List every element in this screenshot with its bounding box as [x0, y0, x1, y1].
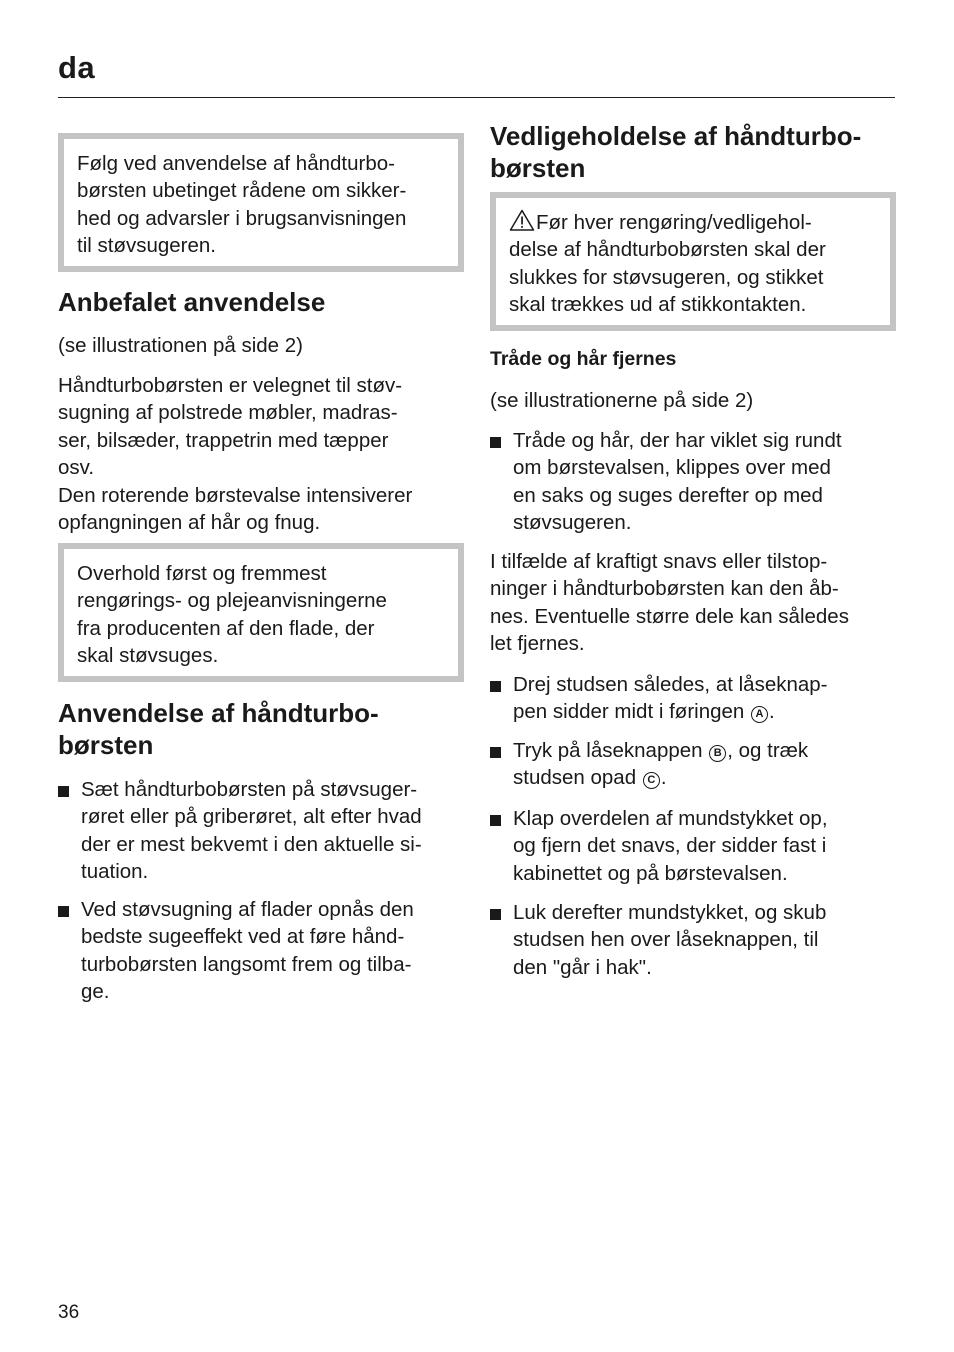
note-line: Følg ved anvendelse af håndturbo- — [77, 152, 395, 175]
list-item: Sæt håndturbobørsten på støvsuger- røret eller på griberøret, alt efter hvad der er mest bekvemt i den aktuelle si- tuation. — [58, 776, 464, 886]
safety-note-box — [58, 133, 464, 272]
header-rule — [58, 97, 895, 98]
bullet-square-icon — [490, 747, 501, 758]
marker-a-icon: A — [751, 706, 768, 723]
bullet-square-icon — [490, 815, 501, 826]
care-instructions-note-box: Overhold først og fremmest rengørings- og plejeanvisningerne fra producenten af den flade, der skal støvsuges. — [58, 543, 464, 682]
list-item: Drej studsen således, at låseknap- pen sidder midt i føringen A . — [490, 671, 896, 726]
recommended-use-paragraph: Håndturbobørsten er velegnet til støv- sugning af polstrede møbler, madras- ser, bilsæder, trappetrin med tæpper osv. Den roterende børstevalse intensiverer opfangningen af hår og fnug. — [58, 374, 413, 535]
section-heading-recommended-use: Anbefalet anvendelse — [58, 287, 326, 317]
subheading-remove-threads: Tråde og hår fjernes — [490, 348, 677, 370]
list-item: Ved støvsugning af flader opnås den bedste sugeeffekt ved at føre hånd- turbobørsten langsomt frem og tilba- ge. — [58, 896, 464, 1006]
heavy-dirt-paragraph: I tilfælde af kraftigt snavs eller tilstop- ninger i håndturbobørsten kan den åb- nes. Eventuelle større dele kan således let fjernes. — [490, 550, 849, 656]
bullet-square-icon — [58, 786, 69, 797]
bullet-square-icon — [490, 909, 501, 920]
warning-triangle-icon — [509, 209, 535, 231]
section-heading-maintenance: Vedligeholdelse af håndturbo- børsten — [490, 121, 862, 183]
list-item: Tråde og hår, der har viklet sig rundt om børstevalsen, klippes over med en saks og suges derefter op med støvsugeren. — [490, 427, 896, 537]
list-item: Tryk på låseknappen B , og træk studsen opad C . — [490, 737, 896, 792]
language-code: da — [58, 50, 96, 85]
illustration-reference: (se illustrationen på side 2) — [58, 334, 303, 357]
list-item: Klap overdelen af mundstykket op, og fjern det snavs, der sidder fast i kabinettet og på børstevalsen. — [490, 805, 896, 887]
bullet-square-icon — [490, 681, 501, 692]
section-heading-usage: Anvendelse af håndturbo- børsten — [58, 698, 379, 760]
list-item: Luk derefter mundstykket, og skub studsen hen over låseknappen, til den "går i hak". — [490, 899, 896, 981]
illustration-reference: (se illustrationerne på side 2) — [490, 389, 754, 412]
bullet-square-icon — [490, 437, 501, 448]
note-line: børsten ubetinget rådene om sikker- — [77, 179, 407, 203]
warning-box: Før hver rengøring/vedligehol- delse af håndturbobørsten skal der slukkes for støvsugeren, og stikket skal trækkes ud af stikkontakten. — [490, 192, 896, 331]
marker-c-icon: C — [643, 772, 660, 789]
marker-b-icon: B — [709, 745, 726, 762]
page-number: 36 — [58, 1302, 80, 1323]
warning-first-line: Før hver rengøring/vedligehol- — [509, 209, 877, 236]
note-line: hed og advarsler i brugsanvisningen — [77, 206, 407, 230]
bullet-square-icon — [58, 906, 69, 917]
note-line: til støvsugeren. — [77, 234, 216, 258]
